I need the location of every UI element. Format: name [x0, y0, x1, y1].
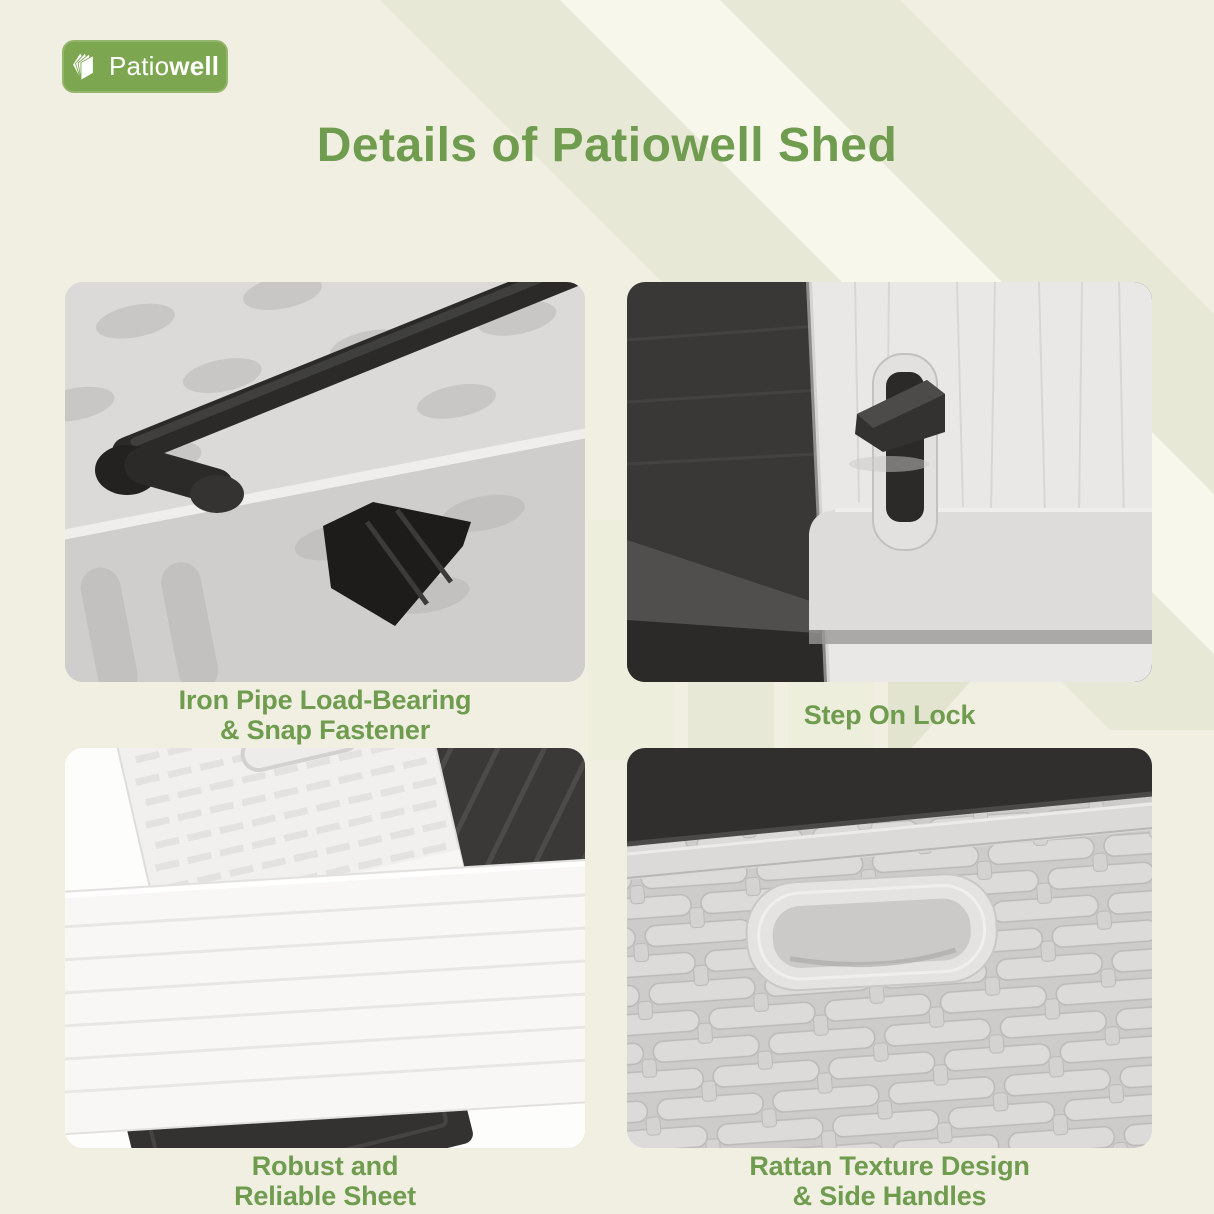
caption-line: Iron Pipe Load-Bearing — [178, 685, 472, 715]
caption-line: Step On Lock — [803, 700, 976, 730]
caption-line: Rattan Texture Design — [749, 1151, 1030, 1181]
book-pages-icon — [73, 49, 103, 85]
caption-line: & Side Handles — [792, 1181, 987, 1211]
logo-text-bold: well — [169, 51, 220, 81]
caption-iron-pipe — [65, 682, 585, 748]
caption-line: Reliable Sheet — [234, 1181, 416, 1211]
feature-photo-rattan-handle — [627, 748, 1152, 1148]
patiowell-logo — [62, 40, 228, 93]
page-title: Details of Patiowell Shed — [316, 119, 898, 172]
feature-photo-reliable-sheet — [65, 748, 585, 1148]
feature-photo-step-on-lock — [627, 282, 1152, 682]
caption-rattan-handles — [627, 1148, 1152, 1214]
logo-text-regular: Patio — [109, 51, 170, 81]
caption-line: & Snap Fastener — [219, 715, 431, 745]
caption-reliable-sheet — [65, 1148, 585, 1214]
caption-step-on-lock — [627, 682, 1152, 748]
caption-line: Robust and — [251, 1151, 399, 1181]
logo-wordmark — [109, 51, 219, 82]
feature-photo-iron-pipe — [65, 282, 585, 682]
